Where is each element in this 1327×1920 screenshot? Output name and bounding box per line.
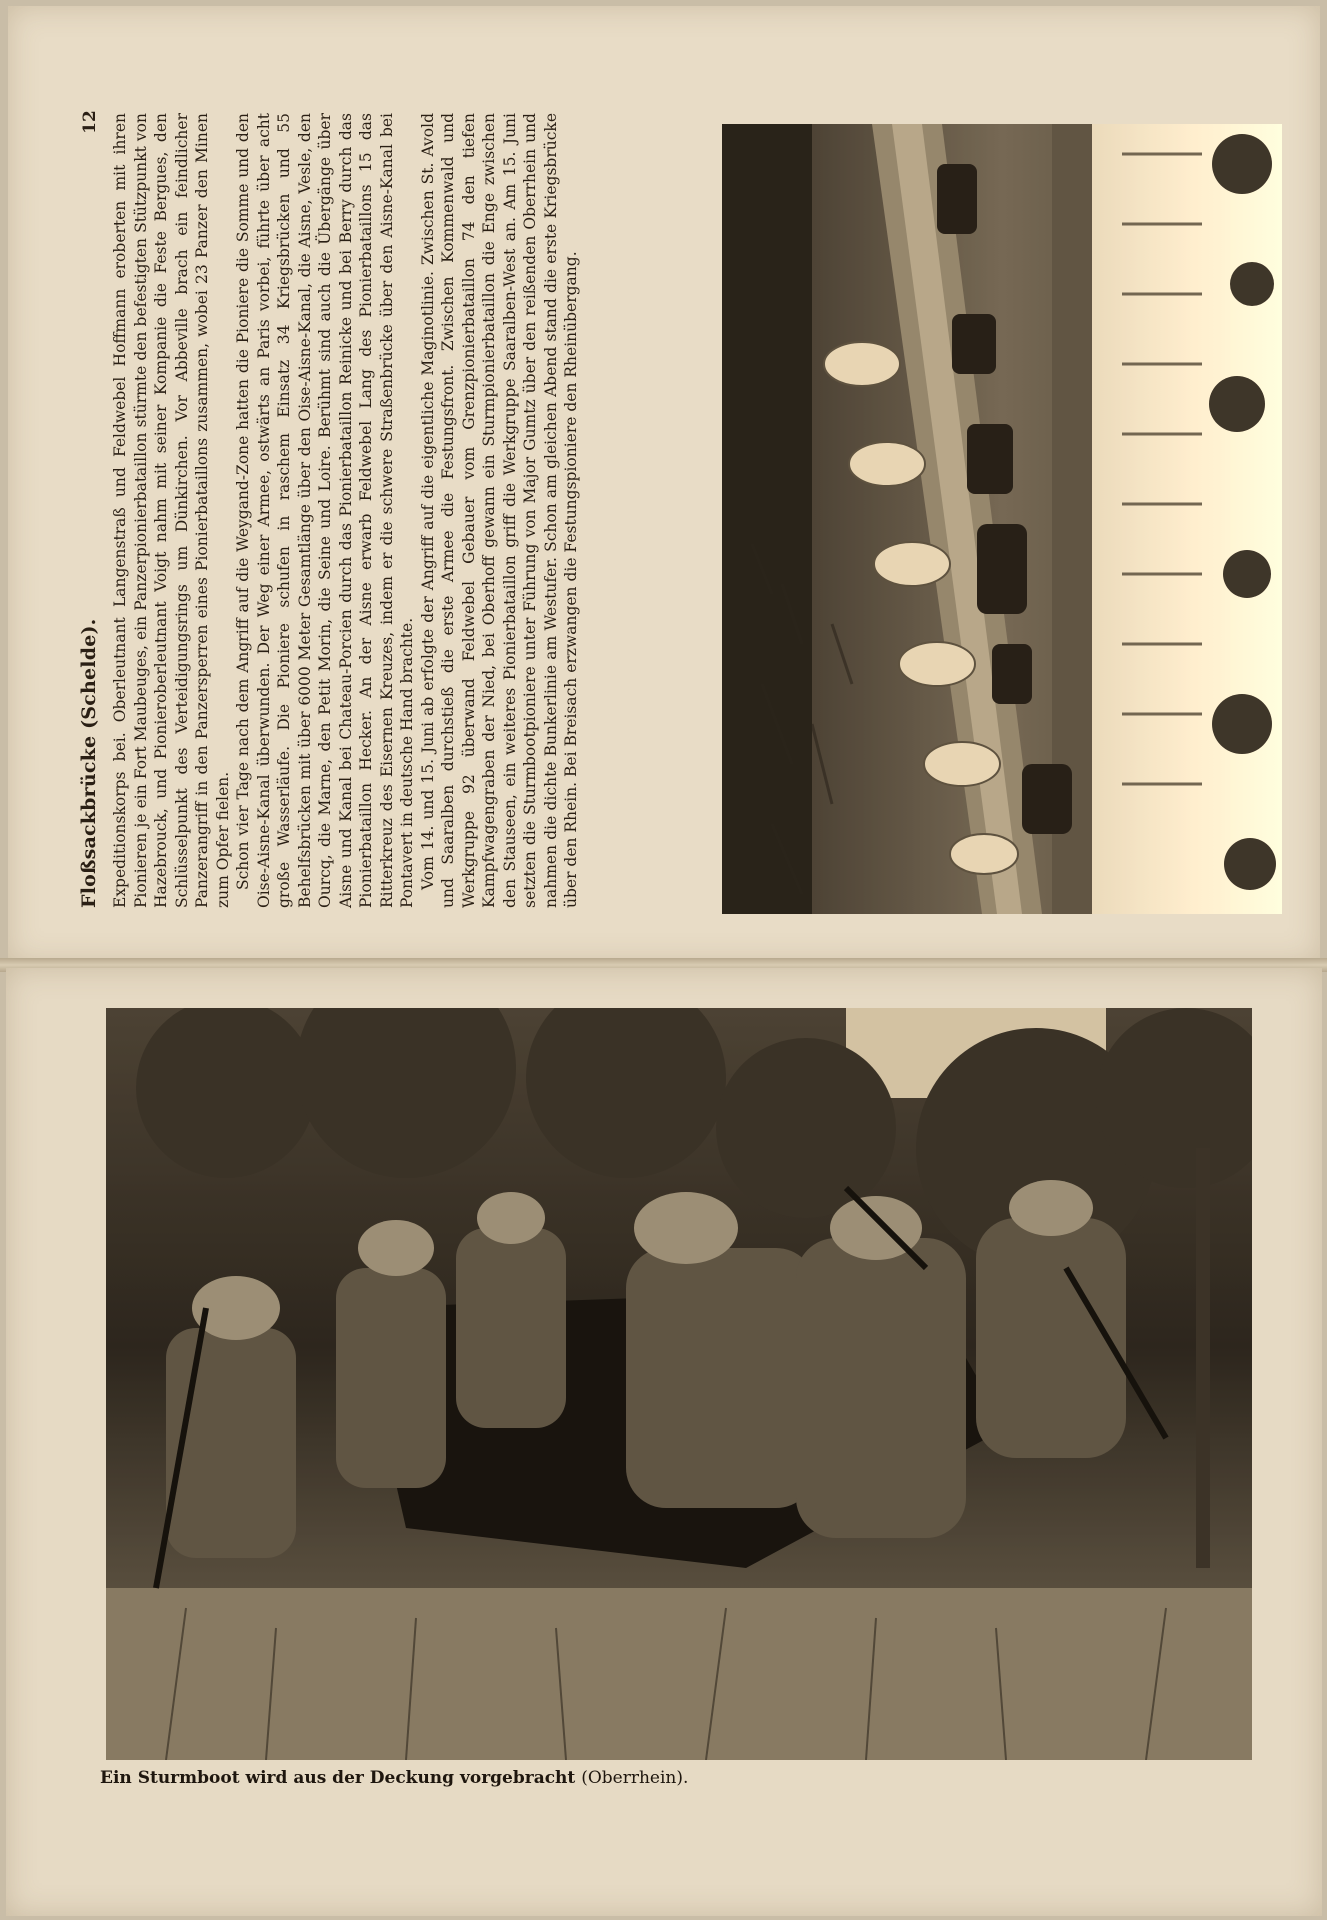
article-text-column xyxy=(78,113,678,908)
bottom-photo-caption xyxy=(100,1768,688,1788)
top-photo-caption: Floßsackbrücke (Schelde). xyxy=(78,618,100,908)
pontoon-bridge-photo xyxy=(722,124,1282,914)
caption-place-text: (Oberrhein). xyxy=(581,1768,689,1788)
paragraph-2: Schon vier Tage nach dem Angriff auf die Weygand-Zone hatten die Pioniere die Somme und den Oise-Aisne-Kanal überwunden. Der Weg einer Armee, ostwärts an Paris vorbei, führte über acht große Wasserläufe. Die Pioniere schufen in raschem Einsatz 34 Kriegsbrücken und 55 Behelfsbrücken mit über 6000 Meter Gesamtlänge über den Oise-Aisne-Kanal, die Aisne, Vesle, den Ourcq, die Marne, den Petit Morin, die Seine und Loire. Berühmt sind auch die Übergänge über Aisne und Kanal bei Chateau-Porcien durch das Pionierbataillon Reinicke und bei Berry durch das Pionierbataillon Hecker. An der Aisne erwarb Feldwebel Lang des Pionierbataillons 15 das Ritterkreuz des Eisernen Kreuzes, indem er die schwere Straßenbrücke über den Aisne-Kanal bei Pontavert in deutsche Hand brachte. xyxy=(234,113,416,908)
paragraph-3: Vom 14. und 15. Juni ab erfolgte der Angriff auf die eigentliche Maginotlinie. Zwischen St. Avold und Saaralben durchstieß die erste Armee die Festungsfront. Zwischen Kommenwald und Werkgruppe 92 überwand Feldwebel Gebauer vom Grenzpionierbataillon 74 den tiefen Kampfwagengraben der Nied, bei Oberhoff gewann ein Sturmpionierbataillon die Enge zwischen den Stauseen, ein weiteres Pionierbataillon griff die Werkgruppe Saaralben-West an. Am 15. Juni setzten die Sturmbootpioniere unter Führung von Major Gumtz über den reißenden Oberrhein und nahmen die dichte Bunkerlinie am Westufer. Schon am gleichen Abend stand die erste Kriegsbrücke über den Rhein. Bei Breisach erzwangen die Festungspioniere den Rheinübergang. xyxy=(418,113,580,908)
article-body xyxy=(110,113,582,908)
storm-boat-photo xyxy=(106,1008,1252,1760)
paragraph-1: Expeditionskorps bei. Oberleutnant Langenstraß und Feldwebel Hoffmann eroberten mit ihren Pionieren je ein Fort Maubeuges, ein Panzerpionierbataillon stürmte den befestigten Stützpunkt von Hazebrouck, und Pionieroberleutnant Voigt nahm mit seiner Kompanie die Feste Bergues, den Schlüsselpunkt des Verteidigungsrings um Dünkirchen. Vor Abbeville brach ein feindlicher Panzerangriff in den Panzersperren eines Pionierbataillons zusammen, wobei 23 Panzer den Minen zum Opfer fielen. xyxy=(111,113,232,908)
page-number: 12 xyxy=(79,110,100,134)
caption-main-text: Ein Sturmboot wird aus der Deckung vorgebracht xyxy=(100,1768,576,1788)
